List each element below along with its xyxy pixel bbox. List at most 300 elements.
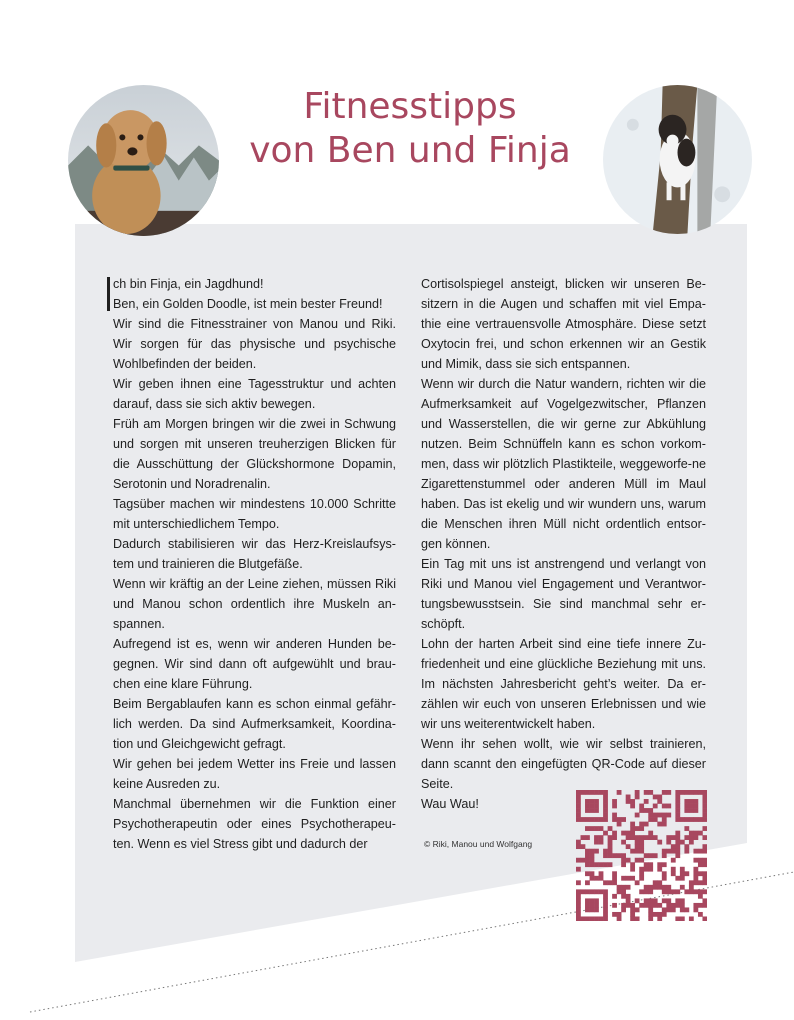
qr-module (594, 826, 599, 831)
qr-module (639, 826, 644, 831)
qr-module (581, 844, 586, 849)
drop-cap-bar (107, 277, 110, 311)
qr-module (644, 885, 649, 890)
qr-module (590, 871, 595, 876)
qr-module (653, 898, 658, 903)
qr-module (684, 808, 689, 813)
qr-module (621, 853, 626, 858)
qr-code-icon[interactable] (576, 790, 707, 921)
qr-module (671, 844, 676, 849)
qr-module (662, 912, 667, 917)
qr-module (702, 804, 707, 809)
qr-module (639, 840, 644, 845)
qr-module (693, 903, 698, 908)
qr-module (666, 840, 671, 845)
qr-module (693, 799, 698, 804)
qr-module (684, 871, 689, 876)
qr-module (653, 912, 658, 917)
qr-module (585, 862, 590, 867)
qr-module (648, 916, 653, 921)
qr-module (581, 916, 586, 921)
qr-module (698, 831, 703, 836)
qr-module (657, 799, 662, 804)
qr-module (662, 817, 667, 822)
qr-module (617, 790, 622, 795)
qr-module (644, 835, 649, 840)
qr-module (644, 862, 649, 867)
qr-module (698, 880, 703, 885)
qr-module (693, 876, 698, 881)
qr-module (675, 840, 680, 845)
qr-module (671, 835, 676, 840)
qr-module (693, 867, 698, 872)
qr-module (675, 790, 680, 795)
qr-module (581, 835, 586, 840)
qr-module (603, 912, 608, 917)
qr-module (585, 835, 590, 840)
qr-module (608, 840, 613, 845)
qr-module (702, 858, 707, 863)
qr-module (630, 876, 635, 881)
qr-module (680, 817, 685, 822)
qr-module (599, 790, 604, 795)
qr-module (666, 804, 671, 809)
qr-module (626, 835, 631, 840)
qr-module (603, 862, 608, 867)
qr-module (644, 889, 649, 894)
qr-module (702, 916, 707, 921)
qr-module (648, 853, 653, 858)
qr-module (648, 889, 653, 894)
qr-module (639, 858, 644, 863)
qr-module (630, 799, 635, 804)
qr-module (675, 889, 680, 894)
qr-module (671, 889, 676, 894)
qr-module (630, 912, 635, 917)
qr-module (702, 903, 707, 908)
qr-module (630, 826, 635, 831)
paragraph: Ein Tag mit uns ist anstrengend und verlangt von Riki und Manou viel Engagement und Verantwor-tungsbewusstsein. Sie sind manchmal sehr er-schöpft. (421, 557, 706, 631)
qr-module (599, 862, 604, 867)
qr-module (657, 903, 662, 908)
qr-module (603, 880, 608, 885)
qr-module (671, 867, 676, 872)
qr-module (675, 853, 680, 858)
qr-module (585, 916, 590, 921)
qr-module (675, 849, 680, 854)
qr-module (612, 817, 617, 822)
qr-module (666, 898, 671, 903)
title-line-1: Fitnesstipps (303, 86, 517, 127)
qr-module (612, 880, 617, 885)
qr-module (644, 903, 649, 908)
qr-module (702, 826, 707, 831)
qr-module (621, 840, 626, 845)
qr-module (657, 795, 662, 800)
qr-module (666, 849, 671, 854)
qr-module (689, 916, 694, 921)
qr-module (608, 844, 613, 849)
qr-module (689, 799, 694, 804)
qr-module (648, 898, 653, 903)
qr-module (675, 903, 680, 908)
qr-module (648, 862, 653, 867)
qr-module (662, 871, 667, 876)
qr-module (635, 849, 640, 854)
qr-module (603, 898, 608, 903)
qr-module (635, 835, 640, 840)
qr-module (644, 822, 649, 827)
qr-module (585, 804, 590, 809)
qr-module (693, 831, 698, 836)
qr-module (680, 885, 685, 890)
qr-module (576, 840, 581, 845)
qr-module (626, 894, 631, 899)
qr-module (702, 898, 707, 903)
qr-module (648, 831, 653, 836)
qr-module (689, 804, 694, 809)
qr-module (603, 889, 608, 894)
qr-module (603, 795, 608, 800)
qr-module (621, 907, 626, 912)
qr-module (671, 858, 676, 863)
qr-module (635, 880, 640, 885)
qr-module (603, 853, 608, 858)
qr-module (576, 894, 581, 899)
qr-module (576, 795, 581, 800)
qr-module (702, 799, 707, 804)
paragraph: Wenn ihr sehen wollt, wie wir selbst trainieren, dann scannt den eingefügten QR-Code auf dieser Seite. (421, 737, 706, 791)
paragraph: Wir geben ihnen eine Tagesstruktur und achten darauf, dass sie sich aktiv bewegen. (113, 377, 396, 411)
qr-module (594, 898, 599, 903)
qr-module (698, 849, 703, 854)
qr-module (585, 858, 590, 863)
qr-module (689, 835, 694, 840)
qr-module (603, 894, 608, 899)
qr-module (693, 808, 698, 813)
qr-module (662, 907, 667, 912)
qr-module (576, 858, 581, 863)
qr-module (666, 907, 671, 912)
qr-module (653, 813, 658, 818)
page-title (220, 85, 600, 173)
qr-module (617, 817, 622, 822)
qr-module (702, 876, 707, 881)
qr-module (666, 903, 671, 908)
qr-module (608, 880, 613, 885)
qr-module (590, 804, 595, 809)
qr-module (635, 840, 640, 845)
qr-module (576, 808, 581, 813)
qr-module (590, 790, 595, 795)
qr-module (702, 844, 707, 849)
qr-module (630, 849, 635, 854)
qr-module (662, 853, 667, 858)
qr-module (590, 903, 595, 908)
qr-module (662, 862, 667, 867)
qr-module (666, 835, 671, 840)
qr-module (617, 912, 622, 917)
qr-module (581, 817, 586, 822)
qr-module (639, 903, 644, 908)
qr-module (626, 903, 631, 908)
qr-module (599, 817, 604, 822)
qr-module (653, 880, 658, 885)
qr-module (608, 835, 613, 840)
qr-module (680, 790, 685, 795)
qr-module (675, 813, 680, 818)
qr-module (630, 916, 635, 921)
qr-module (684, 790, 689, 795)
qr-module (626, 876, 631, 881)
paragraph: Wau Wau! (421, 797, 479, 811)
qr-module (590, 808, 595, 813)
qr-module (608, 862, 613, 867)
qr-module (702, 871, 707, 876)
qr-module (599, 876, 604, 881)
qr-module (693, 907, 698, 912)
qr-module (648, 885, 653, 890)
qr-module (630, 804, 635, 809)
qr-module (639, 871, 644, 876)
qr-module (698, 889, 703, 894)
qr-module (698, 790, 703, 795)
qr-module (662, 876, 667, 881)
qr-module (689, 831, 694, 836)
qr-module (657, 867, 662, 872)
qr-module (653, 804, 658, 809)
qr-module (590, 862, 595, 867)
qr-module (603, 813, 608, 818)
qr-module (689, 885, 694, 890)
qr-module (689, 889, 694, 894)
qr-module (585, 889, 590, 894)
qr-module (666, 885, 671, 890)
qr-module (693, 880, 698, 885)
qr-module (599, 840, 604, 845)
qr-module (603, 799, 608, 804)
qr-module (608, 826, 613, 831)
qr-module (594, 862, 599, 867)
qr-module (576, 799, 581, 804)
qr-module (666, 813, 671, 818)
qr-module (680, 867, 685, 872)
qr-module (626, 858, 631, 863)
paragraph: Wenn wir durch die Natur wandern, richten wir die Aufmerksamkeit auf Vogelgezwitscher, Pflanzen und Wasserstellen, die wir gerne zur Abkühlung nutzen. Beim Schnüffeln kann es schon vorkom-men, dass wir plötzlich Plastikteile, weggeworfe-ne Zigarettenstummel oder anderen Müll im Maul haben. Das ist ekelig und wir wundern uns, warum die Menschen ihren Müll nicht ordentlich entsor-gen können. (421, 377, 706, 551)
qr-module (648, 813, 653, 818)
qr-module (576, 898, 581, 903)
qr-module (626, 844, 631, 849)
qr-module (612, 894, 617, 899)
qr-module (662, 822, 667, 827)
qr-module (675, 916, 680, 921)
qr-module (617, 885, 622, 890)
qr-module (576, 844, 581, 849)
qr-module (621, 876, 626, 881)
qr-module (639, 804, 644, 809)
qr-module (653, 853, 658, 858)
qr-module (576, 813, 581, 818)
paragraph: Aufregend ist es, wenn wir anderen Hunden be-gegnen. Wir sind dann oft aufgewühlt und brau-chen eine klare Führung. (113, 637, 396, 691)
qr-module (675, 831, 680, 836)
qr-module (662, 790, 667, 795)
qr-module (693, 871, 698, 876)
paragraph: Ben, ein Golden Doodle, ist mein bester Freund! (113, 297, 383, 311)
qr-module (590, 858, 595, 863)
qr-module (702, 808, 707, 813)
paragraph: Früh am Morgen bringen wir die zwei in Schwung und sorgen mit unseren treuherzigen Blicken für die Ausschüttung der Glückshormone Dopamin, Serotonin und Noradrenalin. (113, 417, 396, 491)
qr-module (689, 880, 694, 885)
qr-module (698, 903, 703, 908)
qr-module (581, 858, 586, 863)
qr-module (612, 799, 617, 804)
qr-module (675, 835, 680, 840)
qr-module (653, 795, 658, 800)
qr-module (590, 876, 595, 881)
qr-module (626, 795, 631, 800)
qr-module (698, 894, 703, 899)
qr-module (590, 907, 595, 912)
qr-module (617, 822, 622, 827)
qr-module (684, 826, 689, 831)
text-column-left (113, 274, 396, 854)
qr-module (644, 898, 649, 903)
qr-module (626, 799, 631, 804)
qr-module (680, 903, 685, 908)
qr-module (702, 813, 707, 818)
qr-module (630, 822, 635, 827)
qr-module (662, 849, 667, 854)
qr-module (698, 871, 703, 876)
qr-module (671, 903, 676, 908)
qr-module (675, 799, 680, 804)
qr-module (612, 876, 617, 881)
qr-module (585, 880, 590, 885)
qr-module (635, 790, 640, 795)
qr-module (612, 903, 617, 908)
qr-module (617, 853, 622, 858)
qr-module (671, 871, 676, 876)
qr-module (585, 871, 590, 876)
qr-module (590, 799, 595, 804)
qr-module (617, 916, 622, 921)
qr-module (603, 831, 608, 836)
qr-module (675, 876, 680, 881)
qr-module (648, 835, 653, 840)
qr-module (680, 916, 685, 921)
title-line-2: von Ben und Finja (249, 130, 571, 171)
photo-credit: © Riki, Manou und Wolfgang (424, 839, 533, 849)
qr-module (585, 808, 590, 813)
qr-module (621, 894, 626, 899)
qr-module (657, 916, 662, 921)
qr-module (644, 790, 649, 795)
qr-module (585, 817, 590, 822)
qr-module (666, 889, 671, 894)
qr-module (662, 889, 667, 894)
qr-module (639, 867, 644, 872)
qr-module (594, 840, 599, 845)
qr-module (657, 862, 662, 867)
qr-module (635, 795, 640, 800)
qr-module (594, 903, 599, 908)
qr-module (594, 916, 599, 921)
qr-module (698, 858, 703, 863)
qr-module (599, 871, 604, 876)
qr-module (657, 840, 662, 845)
qr-module (671, 849, 676, 854)
qr-module (684, 844, 689, 849)
qr-module (599, 835, 604, 840)
qr-module (702, 862, 707, 867)
qr-module (585, 898, 590, 903)
qr-module (594, 835, 599, 840)
qr-module (603, 916, 608, 921)
qr-module (639, 849, 644, 854)
qr-module (675, 844, 680, 849)
qr-module (675, 808, 680, 813)
qr-module (585, 799, 590, 804)
qr-module (675, 795, 680, 800)
qr-module (617, 889, 622, 894)
qr-module (590, 817, 595, 822)
qr-module (612, 912, 617, 917)
qr-module (698, 912, 703, 917)
qr-module (662, 885, 667, 890)
qr-module (594, 876, 599, 881)
qr-module (594, 799, 599, 804)
qr-module (644, 808, 649, 813)
qr-module (603, 849, 608, 854)
qr-module (639, 844, 644, 849)
qr-module (702, 835, 707, 840)
qr-module (635, 813, 640, 818)
qr-module (590, 898, 595, 903)
qr-module (684, 889, 689, 894)
qr-module (653, 903, 658, 908)
qr-module (576, 903, 581, 908)
qr-module (662, 804, 667, 809)
qr-module (612, 835, 617, 840)
qr-module (648, 817, 653, 822)
qr-module (666, 790, 671, 795)
qr-module (702, 817, 707, 822)
qr-module (675, 804, 680, 809)
qr-module (635, 916, 640, 921)
qr-module (590, 889, 595, 894)
qr-module (612, 853, 617, 858)
qr-module (590, 853, 595, 858)
qr-module (644, 867, 649, 872)
qr-module (576, 804, 581, 809)
qr-module (581, 790, 586, 795)
qr-module (684, 849, 689, 854)
text-column-right (421, 274, 706, 814)
qr-module (635, 907, 640, 912)
qr-module (689, 790, 694, 795)
qr-module (603, 808, 608, 813)
qr-module (594, 808, 599, 813)
qr-module (702, 849, 707, 854)
qr-module (662, 898, 667, 903)
qr-module (603, 907, 608, 912)
qr-module (603, 790, 608, 795)
qr-module (590, 849, 595, 854)
qr-module (585, 790, 590, 795)
qr-module (698, 817, 703, 822)
qr-module (576, 867, 581, 872)
qr-module (684, 835, 689, 840)
